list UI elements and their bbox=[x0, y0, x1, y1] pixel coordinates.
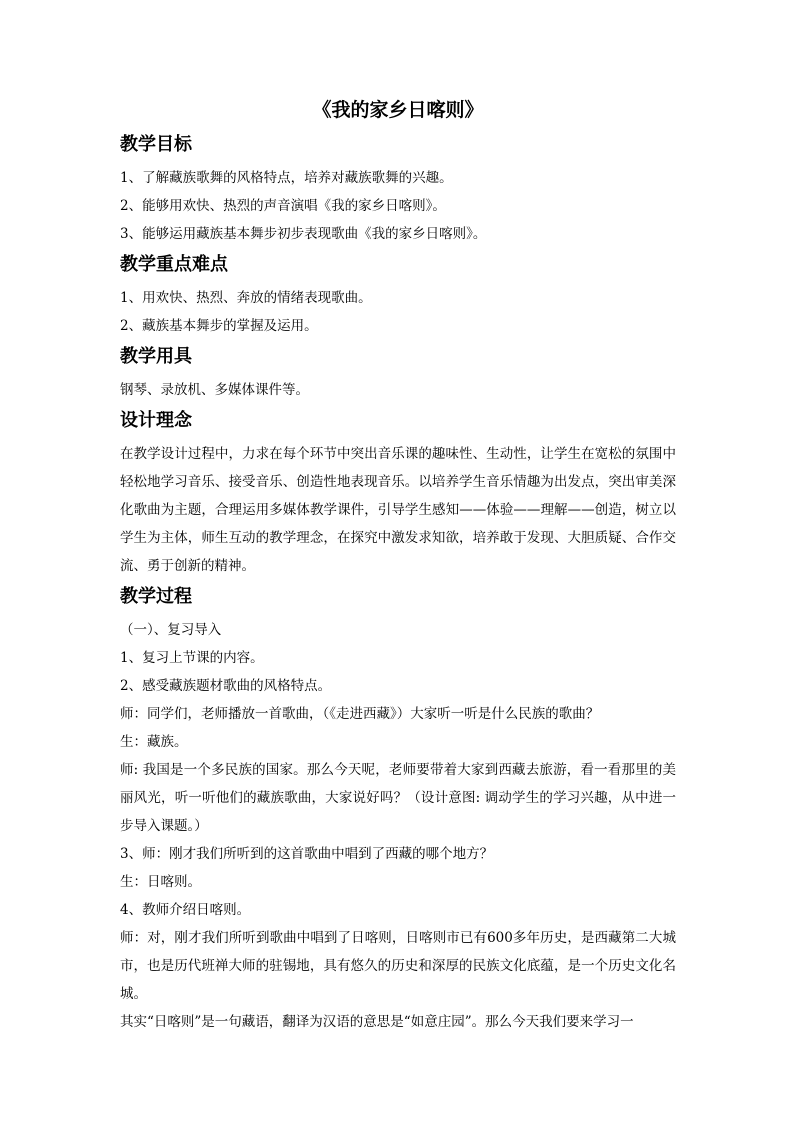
section-heading: 设计理念 bbox=[120, 410, 192, 431]
section-teaching-objectives bbox=[120, 130, 676, 248]
section-heading: 教学重点难点 bbox=[120, 254, 228, 275]
document-page bbox=[120, 96, 676, 1038]
section-heading: 教学用具 bbox=[120, 346, 192, 367]
paragraph: 生：日喀则。 bbox=[120, 874, 201, 890]
paragraph: 师: 我国是一个多民族的国家。那么今天呢，老师要带着大家到西藏去旅游，看一看那里的美丽风光，听一听他们的藏族歌曲，大家说好吗？（设计意图: 调动学生的学习兴趣，从中进一步导入课题。） bbox=[120, 762, 676, 834]
document-title: 《我的家乡日喀则》 bbox=[312, 99, 484, 121]
paragraph: 2、藏族基本舞步的掌握及运用。 bbox=[120, 318, 318, 334]
paragraph: （一）、复习导入 bbox=[120, 622, 222, 638]
section-heading: 教学过程 bbox=[120, 586, 192, 607]
section-teaching-tools bbox=[120, 342, 676, 404]
paragraph: 1、了解藏族歌舞的风格特点，培养对藏族歌舞的兴趣。 bbox=[120, 170, 453, 186]
paragraph: 生：藏族。 bbox=[120, 734, 188, 750]
paragraph: 3、师：刚才我们所听到的这首歌曲中唱到了西藏的哪个地方？ bbox=[120, 846, 494, 862]
paragraph: 2、感受藏族题材歌曲的风格特点。 bbox=[120, 678, 332, 694]
section-teaching-process bbox=[120, 582, 676, 1036]
paragraph: 师：对，刚才我们所听到歌曲中唱到了日喀则，日喀则市已有600多年历史，是西藏第二大城市，也是历代班禅大师的驻锡地，具有悠久的历史和深厚的民族文化底蕴，是一个历史文化名城。 bbox=[120, 930, 676, 1002]
paragraph: 钢琴、录放机、多媒体课件等。 bbox=[120, 382, 309, 398]
section-key-difficulties bbox=[120, 250, 676, 340]
section-heading: 教学目标 bbox=[120, 134, 192, 155]
paragraph: 师：同学们，老师播放一首歌曲，（《走进西藏》）大家听一听是什么民族的歌曲？ bbox=[120, 706, 600, 722]
paragraph: 其实“日喀则”是一句藏语，翻译为汉语的意思是“如意庄园”。那么今天我们要来学习一 bbox=[120, 1014, 634, 1030]
paragraph: 2、能够用欢快、热烈的声音演唱《我的家乡日喀则》。 bbox=[120, 198, 446, 214]
paragraph: 1、用欢快、热烈、奔放的情绪表现歌曲。 bbox=[120, 290, 372, 306]
paragraph: 4、教师介绍日喀则。 bbox=[120, 902, 251, 918]
paragraph: 3、能够运用藏族基本舞步初步表现歌曲《我的家乡日喀则》。 bbox=[120, 226, 487, 242]
paragraph: 在教学设计过程中，力求在每个环节中突出音乐课的趣味性、生动性，让学生在宽松的氛围中轻松地学习音乐、接受音乐、创造性地表现音乐。以培养学生音乐情趣为出发点，突出审美深化歌曲为主题，合理运用多媒体教学课件，引导学生感知——体验——理解——创造，树立以学生为主体，师生互动的教学理念，在探究中激发求知欲，培养敢于发现、大胆质疑、合作交流、勇于创新的精神。 bbox=[120, 446, 676, 574]
section-design-philosophy bbox=[120, 406, 676, 580]
paragraph: 1、复习上节课的内容。 bbox=[120, 650, 264, 666]
